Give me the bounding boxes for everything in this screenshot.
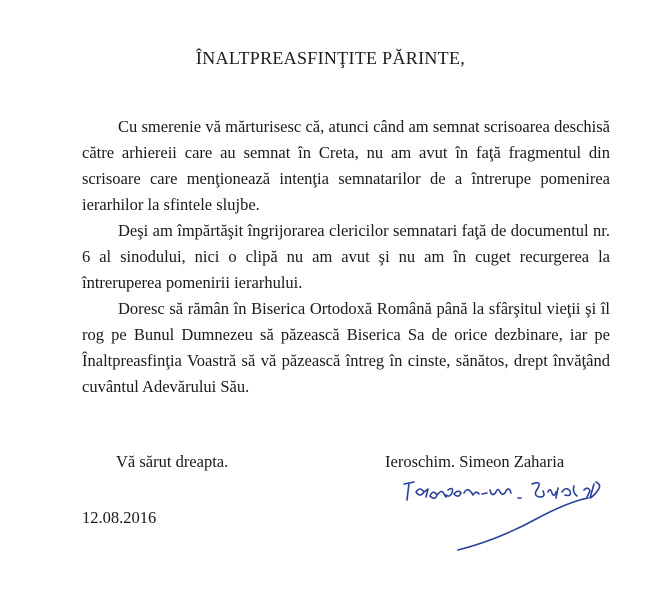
paragraph-2: Deşi am împărtăşit îngrijorarea clericilor semnatari faţă de documentul nr. 6 al sinodului, nici o clipă nu am avut şi nu am în cuget recurgerea la întreruperea pomenirii ierarhului.: [82, 221, 610, 292]
signature-icon: [398, 470, 638, 560]
salutation: ÎNALTPREASFINŢITE PĂRINTE,: [195, 48, 466, 68]
closing-line: Vă sărut dreapta.: [116, 452, 229, 471]
paragraph-1: Cu smerenie vă mărturisesc că, atunci când am semnat scrisoarea deschisă către arhiereii care au semnat în Creta, nu am avut în faţă fragmentul din scrisoare care menţionează intenţia semnatarilor de a întrerupe pomenirea ierarhilor la sfintele slujbe.: [82, 117, 610, 214]
paragraph-3: Doresc să rămân în Biserica Ortodoxă Română până la sfârşitul vieţii şi îl rog pe Bunul Dumnezeu să păzească Biserica Sa de orice dezbinare, iar pe Înaltpreasfinţia Voastră să vă păzească întreg în cinste, sănătos, drept învăţând cuvântul Adevărului Său.: [82, 299, 610, 396]
letter-date: 12.08.2016: [82, 508, 157, 527]
handwritten-signature: [398, 470, 638, 560]
author-name: Ieroschim. Simeon Zaharia: [385, 452, 565, 471]
